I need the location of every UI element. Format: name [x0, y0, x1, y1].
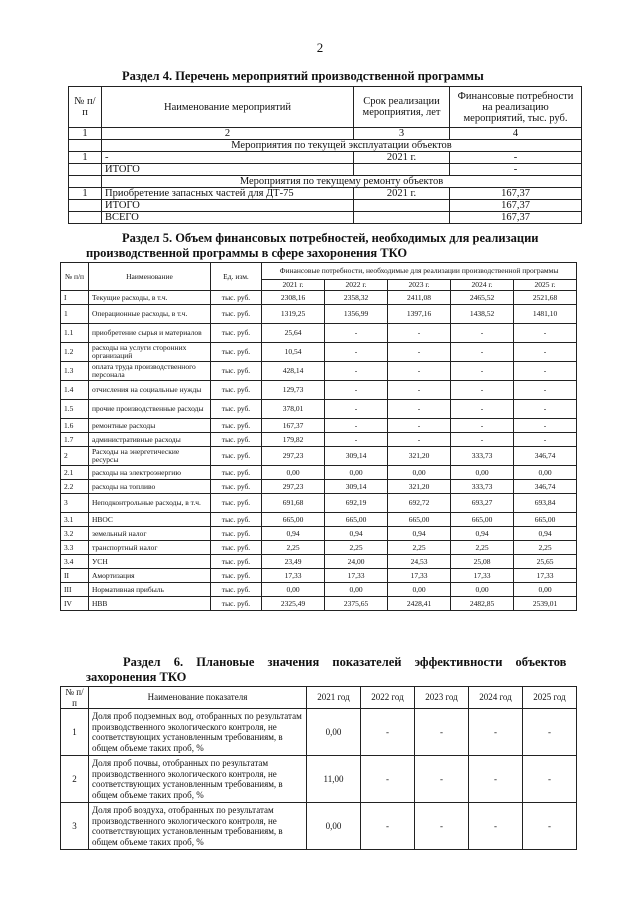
page-number: 2	[316, 40, 324, 55]
s5-year-2023: 2023 г.	[388, 280, 451, 291]
s5-row-value: 297,23	[262, 480, 325, 494]
s5-row-num: 2.2	[61, 480, 89, 494]
s5-row-value: 692,72	[388, 494, 451, 513]
s6-row-num: 3	[61, 803, 89, 850]
s6-row-value: 0,00	[307, 803, 361, 850]
s5-row-value: 309,14	[325, 480, 388, 494]
s4-colnum-1: 1	[69, 128, 102, 140]
s5-row-name: Операционные расходы, в т.ч.	[89, 305, 211, 324]
table-row	[61, 583, 577, 597]
s5-row-value: -	[514, 381, 577, 400]
s4-header-num: № п/п	[69, 87, 102, 128]
s5-row-num: 3.3	[61, 541, 89, 555]
s6-row-value: -	[415, 803, 469, 850]
s5-row-name: Амортизация	[89, 569, 211, 583]
s4-colnum-2: 2	[102, 128, 354, 140]
s5-row-unit: тыс. руб.	[211, 569, 262, 583]
table-row	[61, 362, 577, 381]
s5-row-value: 665,00	[514, 513, 577, 527]
s6-row-value: 0,00	[307, 709, 361, 756]
table-row	[61, 756, 577, 803]
s5-row-value: 693,27	[451, 494, 514, 513]
s5-row-value: -	[388, 381, 451, 400]
s5-row-num: 1.4	[61, 381, 89, 400]
s5-row-value: 693,84	[514, 494, 577, 513]
table-row	[61, 433, 577, 447]
s6-row-num: 1	[61, 709, 89, 756]
s5-row-unit: тыс. руб.	[211, 494, 262, 513]
s5-row-value: 2482,85	[451, 597, 514, 611]
s6-header-2024: 2024 год	[469, 687, 523, 709]
s5-row-value: 333,73	[451, 447, 514, 466]
s5-row-unit: тыс. руб.	[211, 324, 262, 343]
section4-table	[68, 86, 582, 224]
s6-row-value: -	[523, 709, 577, 756]
table-row	[61, 513, 577, 527]
s5-year-2024: 2024 г.	[451, 280, 514, 291]
s5-row-name: ремонтные расходы	[89, 419, 211, 433]
s5-row-value: -	[325, 419, 388, 433]
section6-title-line1: Раздел 6. Плановые значения показателей эффективности объектов	[123, 655, 567, 669]
s5-row-value: -	[514, 419, 577, 433]
s6-header-2021: 2021 год	[307, 687, 361, 709]
s5-row-value: 17,33	[388, 569, 451, 583]
s5-row-num: II	[61, 569, 89, 583]
s5-row-value: 129,73	[262, 381, 325, 400]
s5-row-value: 0,94	[325, 527, 388, 541]
s5-row-value: 692,19	[325, 494, 388, 513]
s5-row-value: 2308,16	[262, 291, 325, 305]
s5-header-num: № п/п	[61, 263, 89, 291]
s5-row-value: 2521,68	[514, 291, 577, 305]
s5-row-value: -	[451, 381, 514, 400]
s5-row-value: 2,25	[451, 541, 514, 555]
s5-row-num: 3	[61, 494, 89, 513]
s5-row-name: Нормативная прибыль	[89, 583, 211, 597]
s5-row-num: 1.5	[61, 400, 89, 419]
s6-row-name: Доля проб почвы, отобранных по результатам производственного экологического контроля, не соответствующих установленным требованиям, в общем объеме таких проб, %	[89, 756, 307, 803]
s5-row-name: земельный налог	[89, 527, 211, 541]
s4-grand-total-label: ВСЕГО	[102, 212, 354, 224]
s5-row-value: 167,37	[262, 419, 325, 433]
s5-row-value: 2411,08	[388, 291, 451, 305]
s5-row-num: 3.2	[61, 527, 89, 541]
s5-row-value: 2,25	[325, 541, 388, 555]
s6-row-name: Доля проб воздуха, отобранных по результатам производственного экологического контроля, не соответствующих установленным требованиям, в общем объеме таких проб, %	[89, 803, 307, 850]
s5-row-unit: тыс. руб.	[211, 527, 262, 541]
s5-row-value: -	[514, 343, 577, 362]
s5-row-value: 665,00	[325, 513, 388, 527]
s6-row-value: -	[469, 709, 523, 756]
s5-row-value: 346,74	[514, 447, 577, 466]
s4-group-repair: Мероприятия по текущему ремонту объектов	[102, 176, 582, 188]
s5-row-value: 0,00	[262, 466, 325, 480]
s6-header-2025: 2025 год	[523, 687, 577, 709]
s5-row-unit: тыс. руб.	[211, 291, 262, 305]
s5-row-num: 1.6	[61, 419, 89, 433]
s5-row-value: 1319,25	[262, 305, 325, 324]
s4-g1-row1-name: -	[102, 152, 354, 164]
s6-row-value: -	[361, 756, 415, 803]
s5-row-value: -	[325, 324, 388, 343]
s5-row-value: 665,00	[388, 513, 451, 527]
s6-row-num: 2	[61, 756, 89, 803]
s4-header-term: Срок реализации мероприятия, лет	[354, 87, 450, 128]
s5-row-value: 25,08	[451, 555, 514, 569]
s4-g1-row1-term: 2021 г.	[354, 152, 450, 164]
s5-row-value: -	[388, 362, 451, 381]
s6-row-value: -	[361, 803, 415, 850]
table-row	[61, 527, 577, 541]
table-row	[61, 400, 577, 419]
section5-title-line2: производственной программы в сфере захоронения ТКО	[86, 246, 408, 260]
s4-g2-row1-term: 2021 г.	[354, 188, 450, 200]
s4-group-operation: Мероприятия по текущей эксплуатации объектов	[102, 140, 582, 152]
s5-row-value: 0,00	[514, 583, 577, 597]
s5-row-num: 1.7	[61, 433, 89, 447]
s5-row-value: 2,25	[514, 541, 577, 555]
s5-row-unit: тыс. руб.	[211, 555, 262, 569]
s5-row-value: -	[388, 400, 451, 419]
s5-row-value: 1481,10	[514, 305, 577, 324]
s5-row-unit: тыс. руб.	[211, 381, 262, 400]
s4-g1-total-value: -	[450, 164, 582, 176]
s5-header-name: Наименование	[89, 263, 211, 291]
s5-row-num: 1	[61, 305, 89, 324]
s5-row-unit: тыс. руб.	[211, 362, 262, 381]
table-row	[61, 419, 577, 433]
s5-row-name: НВОС	[89, 513, 211, 527]
s5-row-name: прочие производственные расходы	[89, 400, 211, 419]
s5-row-value: 0,00	[325, 466, 388, 480]
s5-row-name: Неподконтрольные расходы, в т.ч.	[89, 494, 211, 513]
s5-row-value: 428,14	[262, 362, 325, 381]
s5-row-unit: тыс. руб.	[211, 480, 262, 494]
table-row	[61, 466, 577, 480]
s5-row-value: 378,01	[262, 400, 325, 419]
table-row	[61, 597, 577, 611]
s5-row-num: 3.4	[61, 555, 89, 569]
s6-row-value: -	[469, 756, 523, 803]
table-row	[61, 803, 577, 850]
s5-row-value: 25,65	[514, 555, 577, 569]
s5-row-value: 321,20	[388, 447, 451, 466]
s5-row-value: -	[325, 400, 388, 419]
s5-row-value: 2358,32	[325, 291, 388, 305]
s5-row-value: -	[325, 433, 388, 447]
s5-row-value: 17,33	[514, 569, 577, 583]
s5-row-value: -	[451, 400, 514, 419]
s5-row-value: 691,68	[262, 494, 325, 513]
s5-row-name: УСН	[89, 555, 211, 569]
s4-g2-total-label: ИТОГО	[102, 200, 354, 212]
s5-row-value: 24,53	[388, 555, 451, 569]
s5-row-value: -	[514, 324, 577, 343]
s5-row-value: 0,94	[514, 527, 577, 541]
s5-year-2022: 2022 г.	[325, 280, 388, 291]
s4-g1-total-label: ИТОГО	[102, 164, 354, 176]
s5-row-value: 179,82	[262, 433, 325, 447]
s5-row-value: 10,54	[262, 343, 325, 362]
s5-row-value: 2539,01	[514, 597, 577, 611]
s5-row-value: 0,00	[451, 583, 514, 597]
s5-row-value: 297,23	[262, 447, 325, 466]
s5-row-value: -	[514, 362, 577, 381]
s5-row-value: 17,33	[451, 569, 514, 583]
s6-row-value: -	[523, 803, 577, 850]
s5-row-value: 309,14	[325, 447, 388, 466]
s5-header-unit: Ед. изм.	[211, 263, 262, 291]
s5-year-2021: 2021 г.	[262, 280, 325, 291]
s5-row-value: -	[451, 343, 514, 362]
s5-row-value: -	[325, 343, 388, 362]
s5-row-unit: тыс. руб.	[211, 343, 262, 362]
s5-row-value: 333,73	[451, 480, 514, 494]
section6-table	[60, 686, 577, 850]
s5-row-num: 1.1	[61, 324, 89, 343]
s5-row-value: 2,25	[388, 541, 451, 555]
s5-row-value: 2428,41	[388, 597, 451, 611]
s5-row-value: 0,94	[388, 527, 451, 541]
s6-row-value: -	[361, 709, 415, 756]
s5-row-unit: тыс. руб.	[211, 466, 262, 480]
s5-row-num: IV	[61, 597, 89, 611]
s6-header-name: Наименование показателя	[89, 687, 307, 709]
s6-row-value: -	[469, 803, 523, 850]
section5-title-line1: Раздел 5. Объем финансовых потребностей, необходимых для реализации	[122, 231, 539, 245]
s5-row-num: 1.3	[61, 362, 89, 381]
s5-row-value: 0,94	[262, 527, 325, 541]
s4-colnum-3: 3	[354, 128, 450, 140]
s5-row-unit: тыс. руб.	[211, 583, 262, 597]
s5-row-value: -	[325, 362, 388, 381]
s6-header-2022: 2022 год	[361, 687, 415, 709]
s6-header-2023: 2023 год	[415, 687, 469, 709]
s5-row-name: расходы на топливо	[89, 480, 211, 494]
s4-colnum-4: 4	[450, 128, 582, 140]
s5-row-unit: тыс. руб.	[211, 419, 262, 433]
s5-row-value: -	[514, 400, 577, 419]
s5-row-name: приобретение сырья и материалов	[89, 324, 211, 343]
s5-row-name: транспортный налог	[89, 541, 211, 555]
s5-row-value: 0,00	[451, 466, 514, 480]
section4-title: Раздел 4. Перечень мероприятий производственной программы	[122, 69, 484, 83]
table-row	[61, 447, 577, 466]
s4-g1-row1-value: -	[450, 152, 582, 164]
s5-row-value: 1438,52	[451, 305, 514, 324]
s6-row-name: Доля проб подземных вод, отобранных по результатам производственного экологического контроля, не соответствующих установленным требованиям, в общем объеме таких проб, %	[89, 709, 307, 756]
s4-g2-total-value: 167,37	[450, 200, 582, 212]
s5-row-num: III	[61, 583, 89, 597]
s5-row-value: 0,00	[388, 466, 451, 480]
s5-row-unit: тыс. руб.	[211, 447, 262, 466]
section6-title-line2: захоронения ТКО	[86, 670, 187, 684]
s5-row-value: -	[451, 419, 514, 433]
s5-row-num: 3.1	[61, 513, 89, 527]
s4-g1-row1-num: 1	[69, 152, 102, 164]
s5-row-value: -	[388, 419, 451, 433]
s5-row-value: 17,33	[325, 569, 388, 583]
s5-row-value: 665,00	[451, 513, 514, 527]
s5-row-value: 665,00	[262, 513, 325, 527]
table-row	[61, 709, 577, 756]
s4-header-finance: Финансовые потребности на реализацию мероприятий, тыс. руб.	[450, 87, 582, 128]
s5-row-value: -	[388, 324, 451, 343]
s5-row-name: расходы на электроэнергию	[89, 466, 211, 480]
table-row	[61, 291, 577, 305]
s5-row-value: -	[451, 324, 514, 343]
s5-row-value: -	[388, 433, 451, 447]
s5-row-unit: тыс. руб.	[211, 400, 262, 419]
s5-row-value: -	[514, 433, 577, 447]
s4-g2-row1-name: Приобретение запасных частей для ДТ-75	[102, 188, 354, 200]
table-row	[61, 305, 577, 324]
s5-row-name: отчисления на социальные нужды	[89, 381, 211, 400]
table-row	[61, 569, 577, 583]
s5-row-unit: тыс. руб.	[211, 433, 262, 447]
table-row	[61, 324, 577, 343]
table-row	[61, 555, 577, 569]
s6-row-value: -	[415, 756, 469, 803]
table-row	[61, 480, 577, 494]
s5-row-name: НВВ	[89, 597, 211, 611]
s5-year-2025: 2025 г.	[514, 280, 577, 291]
s5-row-value: 0,94	[451, 527, 514, 541]
s5-row-num: 2.1	[61, 466, 89, 480]
s5-row-value: 0,00	[325, 583, 388, 597]
s5-row-num: 2	[61, 447, 89, 466]
section5-table	[60, 262, 577, 611]
s5-row-value: 0,00	[262, 583, 325, 597]
s5-row-value: 23,49	[262, 555, 325, 569]
s5-row-unit: тыс. руб.	[211, 541, 262, 555]
s5-row-value: 24,00	[325, 555, 388, 569]
s5-row-value: -	[451, 433, 514, 447]
s5-row-num: I	[61, 291, 89, 305]
s5-row-value: -	[325, 381, 388, 400]
s5-row-value: 0,00	[514, 466, 577, 480]
s5-row-value: 2375,65	[325, 597, 388, 611]
s5-row-value: -	[388, 343, 451, 362]
table-row	[61, 343, 577, 362]
s5-row-unit: тыс. руб.	[211, 597, 262, 611]
s5-row-value: 0,00	[388, 583, 451, 597]
s5-row-name: административные расходы	[89, 433, 211, 447]
s6-row-value: -	[523, 756, 577, 803]
s5-row-name: Расходы на энергетические ресурсы	[89, 447, 211, 466]
s6-row-value: -	[415, 709, 469, 756]
s5-row-value: -	[451, 362, 514, 381]
s4-g2-row1-value: 167,37	[450, 188, 582, 200]
s5-row-name: расходы на услуги сторонних организаций	[89, 343, 211, 362]
s6-header-num: № п/п	[61, 687, 89, 709]
s6-row-value: 11,00	[307, 756, 361, 803]
table-row	[61, 541, 577, 555]
s4-header-name: Наименование мероприятий	[102, 87, 354, 128]
s5-row-unit: тыс. руб.	[211, 513, 262, 527]
s4-g2-row1-num: 1	[69, 188, 102, 200]
s5-row-value: 17,33	[262, 569, 325, 583]
s5-row-name: Текущие расходы, в т.ч.	[89, 291, 211, 305]
s5-row-num: 1.2	[61, 343, 89, 362]
s4-grand-total-value: 167,37	[450, 212, 582, 224]
s5-header-needs: Финансовые потребности, необходимые для реализации производственной программы	[262, 263, 577, 280]
s5-row-value: 2325,49	[262, 597, 325, 611]
s5-row-value: 346,74	[514, 480, 577, 494]
s5-row-value: 321,20	[388, 480, 451, 494]
s5-row-value: 2,25	[262, 541, 325, 555]
s5-row-unit: тыс. руб.	[211, 305, 262, 324]
s5-row-value: 2465,52	[451, 291, 514, 305]
s5-row-value: 25,64	[262, 324, 325, 343]
s5-row-value: 1397,16	[388, 305, 451, 324]
s5-row-value: 1356,99	[325, 305, 388, 324]
s5-row-name: оплата труда производственного персонала	[89, 362, 211, 381]
table-row	[61, 381, 577, 400]
table-row	[61, 494, 577, 513]
